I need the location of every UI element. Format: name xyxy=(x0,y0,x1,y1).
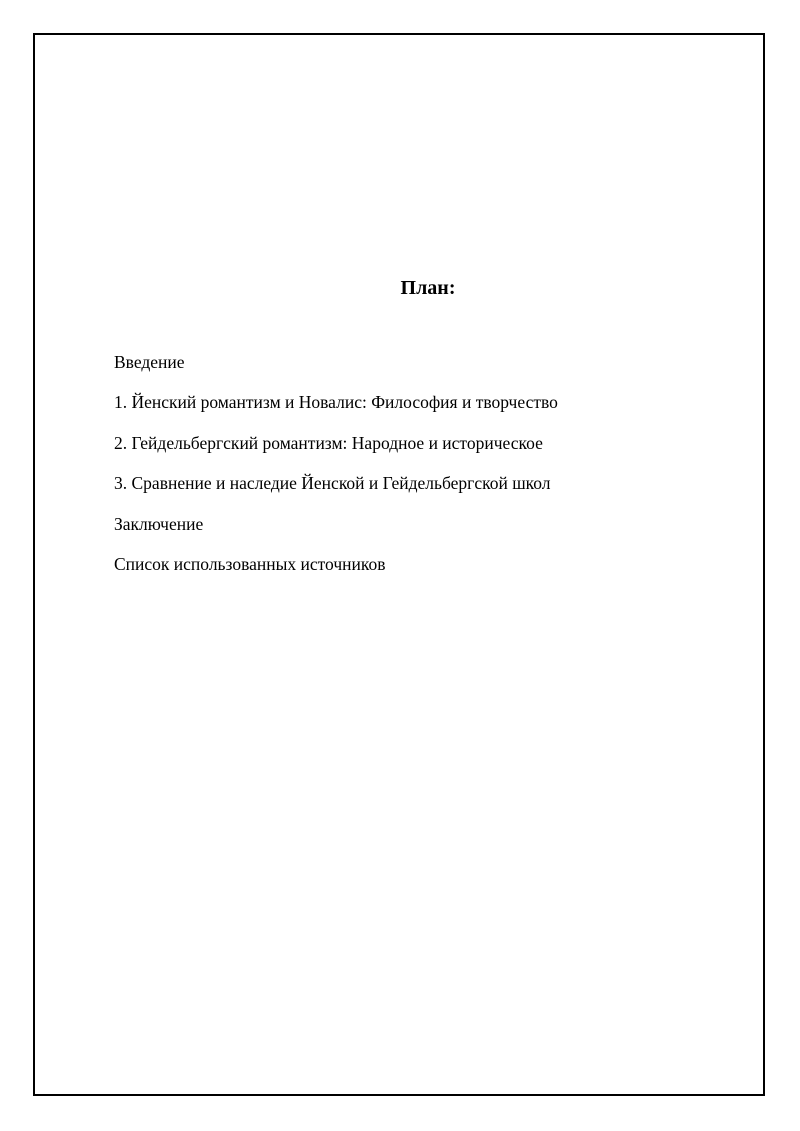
toc-item-introduction: Введение xyxy=(114,352,185,372)
toc-item-chapter-3: 3. Сравнение и наследие Йенской и Гейдельбергской школ xyxy=(114,473,551,494)
toc-item-chapter-1: 1. Йенский романтизм и Новалис: Философия и творчество xyxy=(114,392,558,413)
page-title: План: xyxy=(400,277,456,299)
toc-item-references: Список использованных источников xyxy=(114,553,386,574)
toc-item-chapter-2: 2. Гейдельбергский романтизм: Народное и историческое xyxy=(114,432,543,453)
toc-item-conclusion: Заключение xyxy=(114,513,204,534)
table-of-contents xyxy=(114,350,558,592)
